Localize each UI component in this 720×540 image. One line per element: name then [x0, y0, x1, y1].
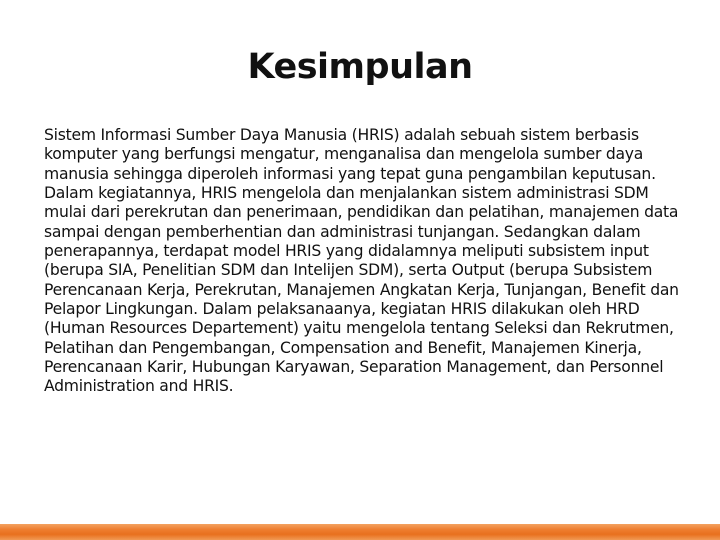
bottom-accent-bar: [0, 524, 720, 540]
slide-body-text: Sistem Informasi Sumber Daya Manusia (HRIS) adalah sebuah sistem berbasis komputer yang berfungsi mengatur, menganalisa dan mengelola sumber daya manusia sehingga diperoleh informasi yang tepat guna pengambilan keputusan. Dalam kegiatannya, HRIS mengelola dan menjalankan sistem administrasi SDM mulai dari perekrutan dan penerimaan, pendidikan dan pelatihan, manajemen data sampai dengan pemberhentian dan administrasi tunjangan. Sedangkan dalam penerapannya, terdapat model HRIS yang didalamnya meliputi subsistem input (berupa SIA, Penelitian SDM dan Intelijen SDM), serta Output (berupa Subsistem Perencanaan Kerja, Perekrutan, Manajemen Angkatan Kerja, Tunjangan, Benefit dan Pelapor Lingkungan. Dalam pelaksanaanya, kegiatan HRIS dilakukan oleh HRD (Human Resources Departement) yaitu mengelola tentang Seleksi dan Rekrutmen, Pelatihan dan Pengembangan, Compensation and Benefit, Manajemen Kinerja, Perencanaan Karir, Hubungan Karyawan, Separation Management, dan Personnel Administration and HRIS.: [44, 126, 679, 396]
slide-title: Kesimpulan: [247, 47, 473, 87]
